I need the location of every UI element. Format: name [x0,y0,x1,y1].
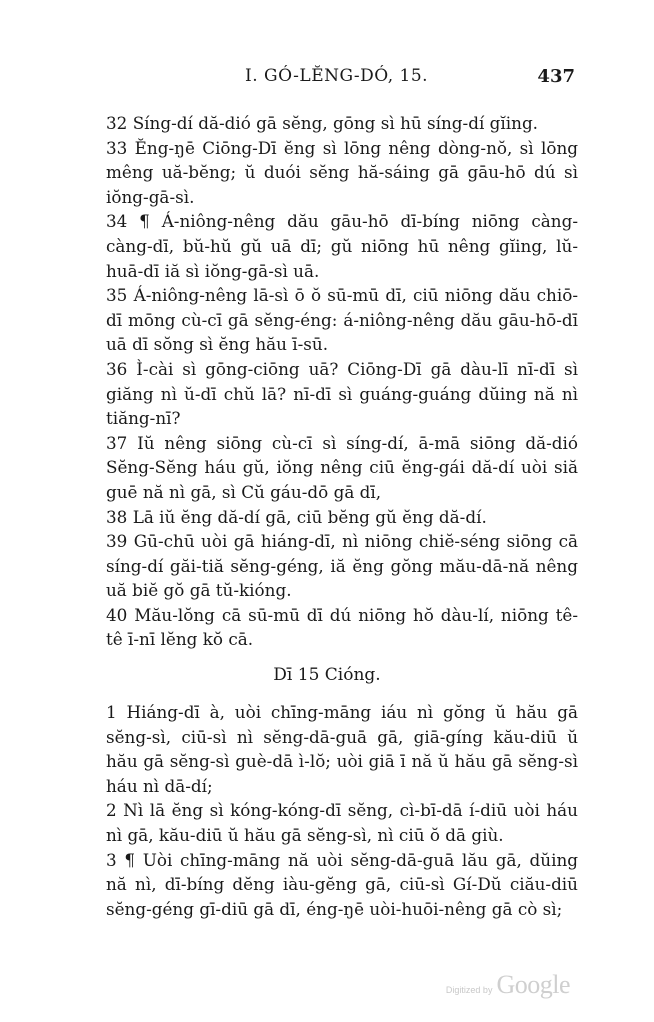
verse-37: 37 Iŭ nêng siōng cù-cī sì síng-dí, ā-mā siōng dă-dió Sĕng-Sĕng háu gŭ, iŏng nêng ciū ĕng-gái dă-dí uòi siă guē nă nì gā, sì Cŭ gáu-dō gā dī, [106,432,578,502]
verse-2: 2 Nì lā ĕng sì kóng-kóng-dī sĕng, cì-bī-dā í-diū uòi háu nì gā, kău-diū ŭ hău gā sĕng-sì, nì ciū ŏ dā giù. [106,800,578,845]
verse-32: 32 Síng-dí dă-dió gā sĕng, gōng sì hū síng-dí gĭing. [106,113,539,133]
chapter-heading: Dī 15 Cióng. [273,665,381,685]
digitized-by-text: Digitized by [445,985,493,995]
google-digitized-watermark [446,970,570,1000]
verse-40: 40 Mău-lŏng cā sū-mū dī dú niōng hŏ dàu-lí, niōng tê-tê ī-nī lĕng kŏ cā. [106,604,578,650]
verse-34: 34 ¶ Á-niông-nêng dău gāu-hō dī-bíng niōng càng-càng-dī, bŭ-hŭ gŭ uā dī; gŭ niōng hū nêng gĭing, lŭ-huā-dī iă sì iŏng-gā-sì uā. [106,211,578,281]
running-head: I. GÓ-LĔNG-DÓ, 15. [245,66,429,86]
verse-33: 33 Ĕng-ŋē Ciōng-Dī ĕng sì lōng nêng dòng-nŏ, sì lōng mêng uă-bĕng; ŭ duói sĕng hă-sáing gā gāu-hō dú sì iŏng-gā-sì. [106,137,578,207]
verse-36: 36 Ì-cài sì gōng-ciōng uā? Ciōng-Dī gā dàu-lī nī-dī sì giăng nì ŭ-dī chŭ lā? nī-dī sì guáng-guáng dŭing nă nì tiăng-nī? [106,358,578,429]
page-number: 437 [537,66,575,87]
chapter-15-verses [106,700,578,921]
verse-35: 35 Á-niông-nêng lā-sì ō ŏ sū-mū dī, ciū niōng dău chiō-dī mōng cù-cī gā sĕng-éng: á-niông-nêng dău gāu-hō-dī uā dī sŏng sì ĕng hău ī-sū. [106,285,578,355]
verse-3: 3 ¶ Uòi chīng-māng nă uòi sĕng-dā-guā lău gā, dŭing nă nì, dī-bíng dĕng iàu-gĕng gā, ciū-sì Gí-Dŭ ciău-diū sĕng-géng gī-diū gā dī, éng-ŋē uòi-huōi-nêng gā cò sì; [106,849,578,919]
verse-39: 39 Gū-chū uòi gā hiáng-dī, nì niōng chiĕ-séng siōng cā síng-dí găi-tiă sĕng-géng, iă ĕng gŏng mău-dā-nă nêng uă biĕ gŏ gā tŭ-kióng. [106,531,578,601]
page-header [110,66,575,94]
chapter-14-verses [106,111,578,652]
verse-1: 1 Hiáng-dī à, uòi chīng-māng iáu nì gŏng ŭ hău gā sĕng-sì, ciū-sì nì sĕng-dā-guā gā, giā-gíng kău-diū ŭ hău gā sĕng-sì guè-dā ì-lŏ; uòi giā ī nă ŭ hău gā sĕng-sì háu nì dā-dí; [106,702,578,796]
verse-38: 38 Lā iŭ ĕng dă-dí gā, ciū bĕng gŭ ĕng dă-dí. [106,506,487,527]
google-logo: Google [496,970,570,999]
